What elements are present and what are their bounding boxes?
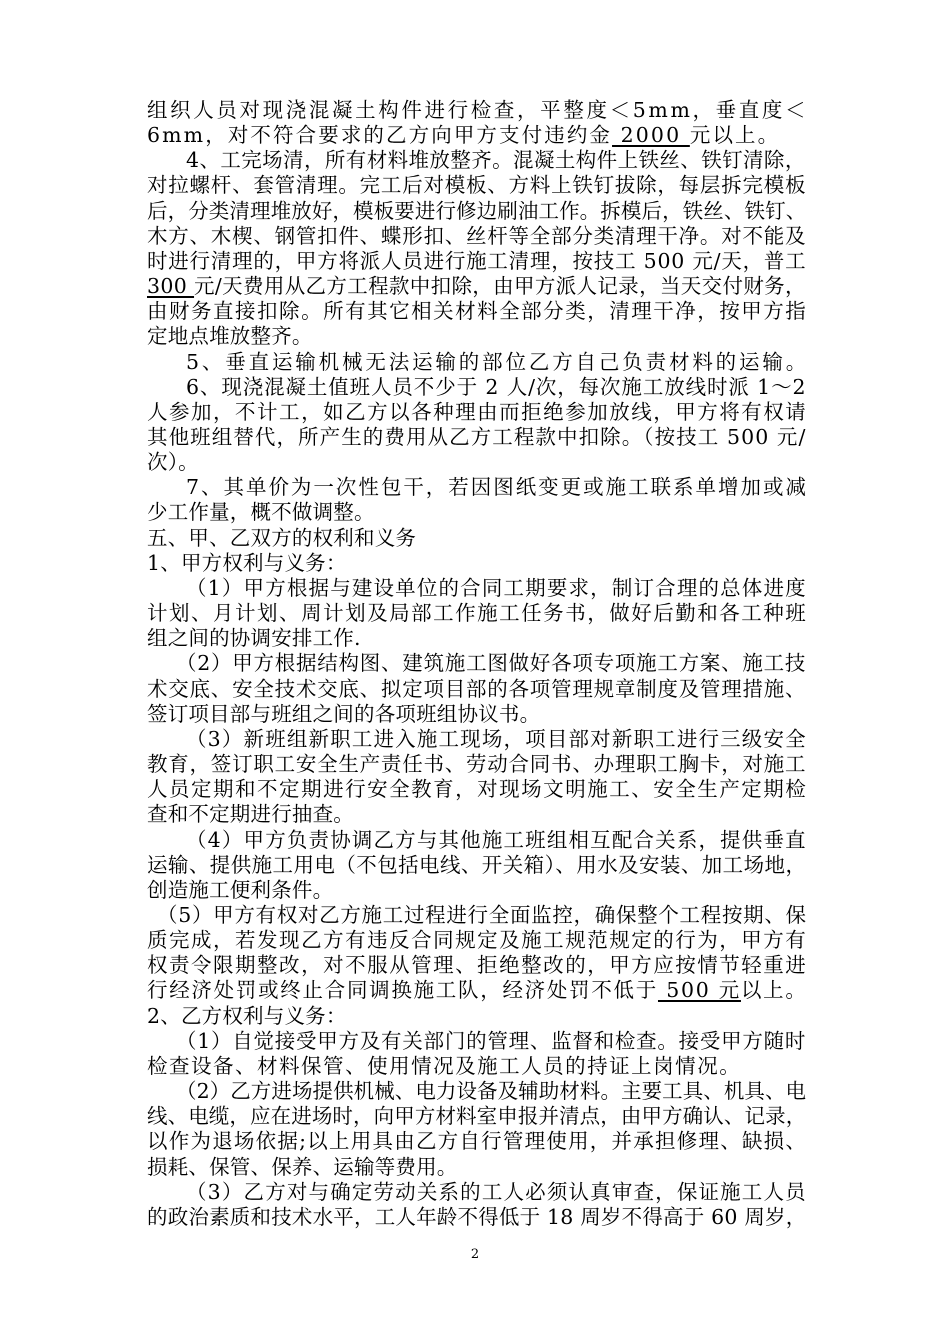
- text-run: 由财务直接扣除。所有其它相关材料全部分类，清理干净，按甲方指: [147, 299, 808, 323]
- text-run: 权责令限期整改，对不服从管理、拒绝整改的，甲方应按情节轻重进: [147, 953, 808, 977]
- text-run: 时进行清理的，甲方将派人员进行施工清理，按技工 500 元/天，普工: [147, 249, 807, 273]
- text-line: [147, 976, 808, 1004]
- text-run: 后，分类清理堆放好，模板要进行修边刷油工作。拆模后，铁丝、铁钉、: [147, 199, 807, 223]
- text-run: 教育，签订职工安全生产责任书、劳动合同书、办理职工胸卡，对施工: [147, 752, 807, 776]
- text-line: [176, 649, 806, 677]
- text-line: [176, 1027, 806, 1055]
- text-run: 查和不定期进行抽查。: [147, 802, 354, 826]
- text-run: 4、工完场清，所有材料堆放整齐。混凝土构件上铁丝、铁钉清除，: [186, 148, 806, 172]
- text-line: [147, 498, 375, 526]
- text-line: [147, 926, 807, 954]
- text-line: [147, 398, 807, 426]
- text-run: 人员定期和不定期进行安全教育，对现场文明施工、安全生产定期检: [147, 777, 808, 801]
- text-line: [157, 901, 807, 929]
- text-line: [147, 1203, 806, 1231]
- text-run: 6mm，对不符合要求的乙方向甲方支付违约金: [147, 123, 613, 147]
- text-line: [176, 1077, 806, 1105]
- text-line: [147, 448, 199, 476]
- page-number: 2: [470, 1247, 480, 1262]
- text-line: [186, 1178, 807, 1206]
- text-run: 线、电缆，应在进场时，向甲方材料室申报并清点，由甲方确认、记录，: [147, 1104, 807, 1128]
- text-line: [147, 272, 806, 300]
- text-line: [147, 599, 807, 627]
- text-run: 对拉螺杆、套管清理。完工后对模板、方料上铁钉拔除，每层拆完模板: [147, 173, 807, 197]
- text-run: 木方、木楔、钢管扣件、蝶形扣、丝杆等全部分类清理干净。对不能及: [147, 224, 807, 248]
- text-run: 组织人员对现浇混凝土构件进行检查，平整度＜5mm，垂直度＜: [147, 98, 809, 122]
- text-line: [147, 1153, 458, 1181]
- text-line: [186, 826, 807, 854]
- text-line: [147, 675, 806, 703]
- text-run: 创造施工便利条件。: [147, 878, 334, 902]
- text-line: [186, 146, 806, 174]
- text-line: [147, 775, 807, 803]
- text-line: [147, 1002, 347, 1030]
- text-line: [147, 247, 806, 275]
- text-line: [186, 473, 808, 501]
- text-line: [147, 297, 807, 325]
- text-run: 质完成，若发现乙方有违反合同规定及施工规范规定的行为，甲方有: [147, 928, 808, 952]
- text-line: [147, 1102, 806, 1130]
- text-line: [147, 197, 806, 225]
- text-run: 以作为退场依据;以上用具由乙方自行管理使用，并承担修理、缺损、: [147, 1129, 808, 1153]
- text-run: 运输、提供施工用电（不包括电线、开关箱）、用水及安装、加工场地，: [147, 853, 807, 877]
- text-line: [147, 1052, 741, 1080]
- text-line: [147, 624, 361, 652]
- underlined-amount: 2000: [612, 123, 690, 147]
- text-line: [147, 96, 808, 124]
- text-run: 少工作量，概不做调整。: [147, 500, 375, 524]
- text-run: 损耗、保管、保养、运输等费用。: [147, 1155, 458, 1179]
- text-run: 五、甲、乙双方的权利和义务: [147, 526, 417, 550]
- text-run: 的政治素质和技术水平，工人年龄不得低于 18 周岁不得高于 60 周岁，: [147, 1205, 807, 1229]
- text-line: [147, 750, 806, 778]
- text-run: 定地点堆放整齐。: [147, 324, 313, 348]
- text-run: （1）自觉接受甲方及有关部门的管理、监督和检查。接受甲方随时: [176, 1029, 807, 1053]
- text-line: [147, 322, 313, 350]
- text-line: [147, 851, 806, 879]
- underlined-amount: 500 元: [657, 978, 741, 1002]
- text-run: 以上。: [740, 978, 808, 1002]
- text-run: （3）乙方对与确定劳动关系的工人必须认真审查，保证施工人员: [186, 1180, 807, 1204]
- text-run: 次）。: [147, 450, 199, 474]
- text-run: 人参加，不计工，如乙方以各种理由而拒绝参加放线，甲方将有权请: [147, 400, 808, 424]
- text-run: （2）乙方进场提供机械、电力设备及辅助材料。主要工具、机具、电: [176, 1079, 807, 1103]
- text-line: [147, 700, 540, 728]
- text-run: 1、甲方权利与义务：: [147, 551, 347, 575]
- text-line: [186, 348, 809, 376]
- text-line: [186, 725, 807, 753]
- text-line: [147, 423, 807, 451]
- text-line: [186, 574, 807, 602]
- text-run: （1）甲方根据与建设单位的合同工期要求，制订合理的总体进度: [186, 576, 807, 600]
- text-run: 5、垂直运输机械无法运输的部位乙方自己负责材料的运输。: [186, 350, 810, 374]
- text-line: [186, 373, 806, 401]
- text-run: 行经济处罚或终止合同调换施工队，经济处罚不低于: [147, 978, 658, 1002]
- text-run: 7、其单价为一次性包干，若因图纸变更或施工联系单增加或减: [186, 475, 808, 499]
- text-run: 元/天费用从乙方工程款中扣除，由甲方派人记录，当天交付财务，: [194, 274, 806, 298]
- text-run: 6、现浇混凝土值班人员不少于 2 人/次，每次施工放线时派 1～2: [186, 375, 807, 399]
- text-run: 签订项目部与班组之间的各项班组协议书。: [147, 702, 541, 726]
- underlined-amount: 300: [147, 274, 195, 298]
- text-line: [147, 524, 416, 552]
- text-line: [147, 171, 806, 199]
- text-run: （5）甲方有权对乙方施工过程进行全面监控，确保整个工程按期、保: [157, 903, 807, 927]
- text-run: 其他班组替代，所产生的费用从乙方工程款中扣除。（按技工 500 元/: [147, 425, 807, 449]
- text-line: [147, 549, 347, 577]
- text-line: [147, 800, 354, 828]
- text-run: （3）新班组新职工进入施工现场，项目部对新职工进行三级安全: [186, 727, 807, 751]
- text-line: [147, 951, 807, 979]
- text-run: （2）甲方根据结构图、建筑施工图做好各项专项施工方案、施工技: [176, 651, 807, 675]
- text-run: 元以上。: [689, 123, 781, 147]
- text-line: [147, 1127, 807, 1155]
- text-run: （4）甲方负责协调乙方与其他施工班组相互配合关系，提供垂直: [186, 828, 807, 852]
- text-line: [147, 121, 780, 149]
- text-line: [147, 876, 333, 904]
- text-run: 检查设备、材料保管、使用情况及施工人员的持证上岗情况。: [147, 1054, 742, 1078]
- text-run: 计划、月计划、周计划及局部工作施工任务书，做好后勤和各工种班: [147, 601, 808, 625]
- text-line: [147, 222, 806, 250]
- text-run: 2、乙方权利与义务：: [147, 1004, 347, 1028]
- text-run: 组之间的协调安排工作.: [147, 626, 361, 650]
- text-run: 术交底、安全技术交底、拟定项目部的各项管理规章制度及管理措施、: [147, 677, 807, 701]
